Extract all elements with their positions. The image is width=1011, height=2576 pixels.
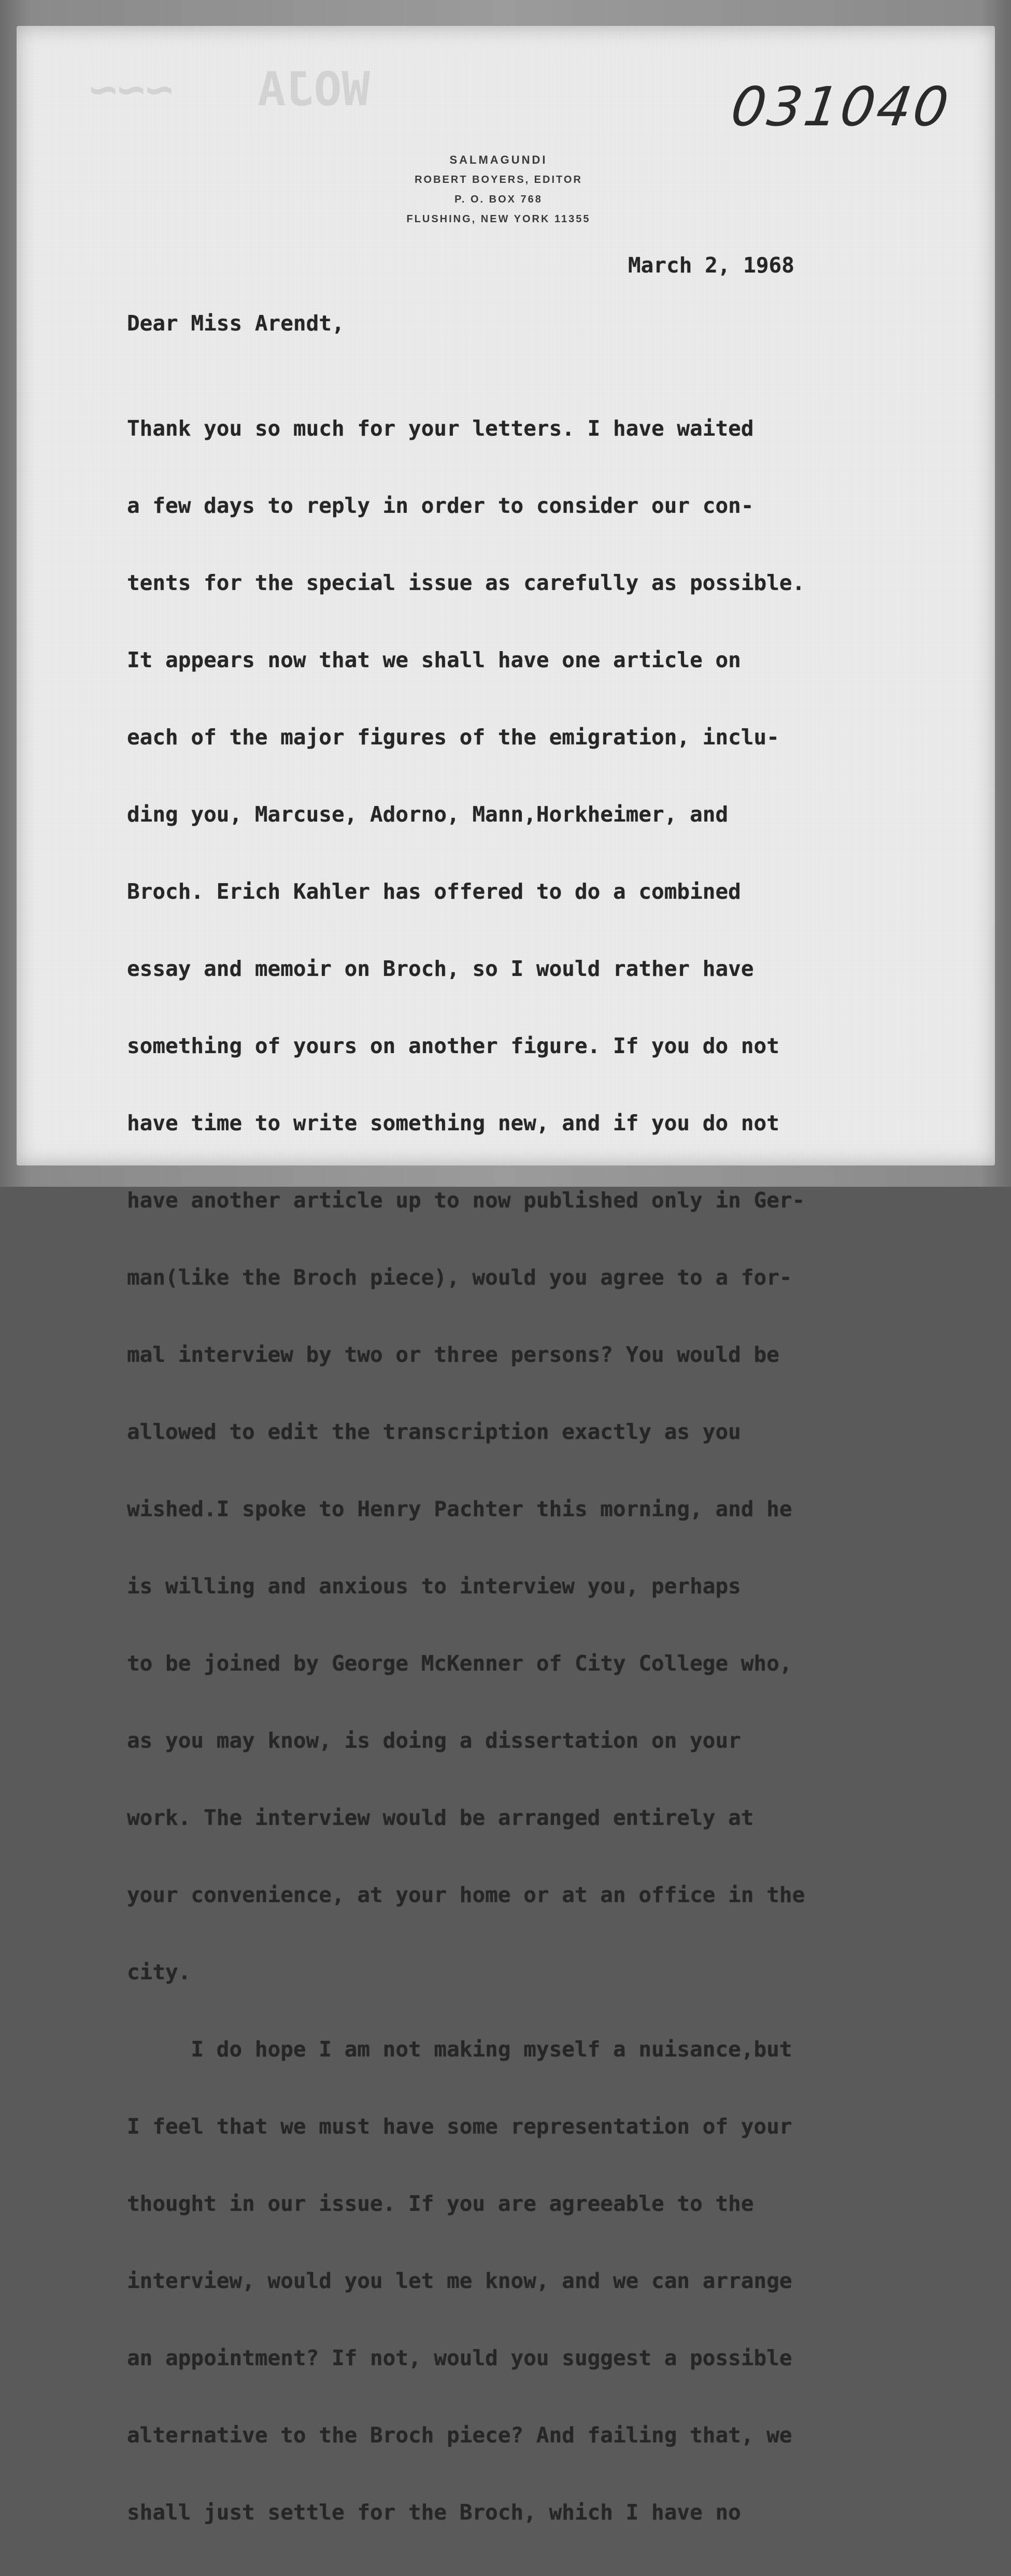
body-line: as you may know, is doing a dissertation on your [127,1728,741,1753]
body-line: have time to write something new, and if you do not [127,1111,779,1135]
body-line: essay and memoir on Broch, so I would rather have [127,956,754,981]
letterhead-city: FLUSHING, NEW YORK 11355 [406,213,591,225]
body-line: shall just settle for the Broch, which I have no [127,2500,741,2525]
bleed-through-stamp: WOJA ~~~ [89,62,370,117]
body-line: mal interview by two or three persons? You would be [127,1342,779,1367]
body-line: your convenience, at your home or at an office in the [127,1882,805,1907]
body-line: man(like the Broch piece), would you agree to a for- [127,1265,792,1290]
letterhead-editor: ROBERT BOYERS, EDITOR [415,174,582,185]
letterhead-box: P. O. BOX 768 [454,194,543,205]
body-line: wished.I spoke to Henry Pachter this morning, and he [127,1496,792,1521]
letter-page [17,26,995,2525]
body-line: each of the major figures of the emigration, inclu- [127,725,779,750]
body-line: Broch. Erich Kahler has offered to do a combined [127,879,741,904]
body-line: to be joined by George McKenner of City College who, [127,1651,792,1676]
letter-date: March 2, 1968 [628,253,794,278]
body-line: a few days to reply in order to consider our con- [127,493,754,518]
body-line: tents for the special issue as carefully as possible. [127,570,805,595]
body-line: interview, would you let me know, and we can arrange [127,2268,792,2293]
letterhead [348,150,649,229]
body-line: is willing and anxious to interview you, perhaps [127,1574,741,1599]
body-line: alternative to the Broch piece? And failing that, we [127,2423,792,2448]
body-line: have another article up to now published only in Ger- [127,1188,805,1213]
body-line: city. [127,1960,191,1984]
body-line: ding you, Marcuse, Adorno, Mann,Horkheimer, and [127,802,729,827]
letterhead-name: SALMAGUNDI [449,153,548,166]
body-line: allowed to edit the transcription exactly as you [127,1419,741,1444]
salutation: Dear Miss Arendt, [127,311,345,336]
body-line: an appointment? If not, would you suggest a possible [127,2345,792,2370]
body-line: something of yours on another figure. If you do not [127,1033,779,1058]
body-line: I feel that we must have some representation of your [127,2114,792,2139]
body-line: Thank you so much for your letters. I have waited [127,416,754,441]
body-line: thought in our issue. If you are agreeable to the [127,2191,754,2216]
letter-body [127,365,805,2576]
body-line: I do hope I am not making myself a nuisance,but [127,2037,792,2062]
body-line: It appears now that we shall have one article on [127,647,741,672]
archive-number: 031040 [727,75,955,138]
body-line: work. The interview would be arranged entirely at [127,1805,754,1830]
